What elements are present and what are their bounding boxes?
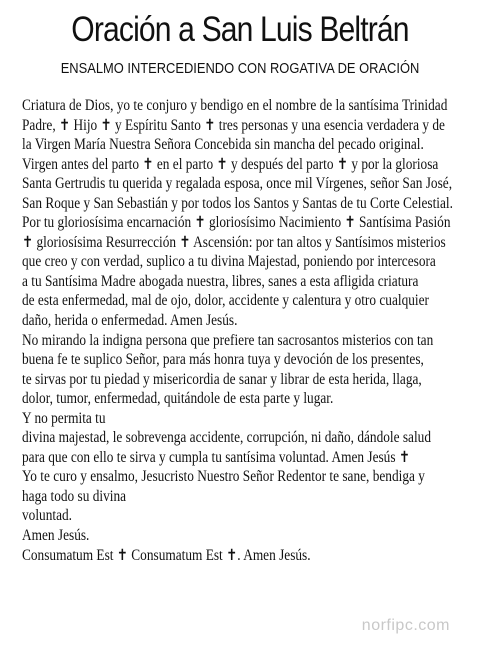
prayer-line: de esta enfermedad, mal de ojo, dolor, accidente y calentura y otro cualquier <box>22 292 429 310</box>
prayer-line: Yo te curo y ensalmo, Jesucristo Nuestro Señor Redentor te sane, bendiga y <box>22 468 425 486</box>
prayer-line: San Roque y San Sebastián y por todos los Santos y Santas de tu Corte Celestial. <box>22 194 453 212</box>
prayer-line: dolor, tumor, enfermedad, quitándole de esta parte y lugar. <box>22 390 334 408</box>
site-watermark: norfipc.com <box>361 617 450 634</box>
prayer-line: a tu Santísima Madre abogada nuestra, libres, sanes a esta afligida criatura <box>22 272 419 290</box>
prayer-text <box>22 96 480 565</box>
prayer-line: Amen Jesús. <box>22 527 90 545</box>
prayer-line: la Virgen María Nuestra Señora Concebida sin mancha del pecado original. <box>22 136 424 154</box>
prayer-line: Por tu gloriosísima encarnación ✝ gloriosísimo Nacimiento ✝ Santísima Pasión <box>22 214 451 232</box>
prayer-line: daño, herida o enfermedad. Amen Jesús. <box>22 312 238 330</box>
page-subtitle: ENSALMO INTERCEDIENDO CON ROGATIVA DE ORACIÓN <box>60 60 420 77</box>
prayer-line: Virgen antes del parto ✝ en el parto ✝ y después del parto ✝ y por la gloriosa <box>22 155 439 173</box>
prayer-line: que creo y con verdad, suplico a tu divina Majestad, poniendo por intercesora <box>22 253 436 271</box>
prayer-line: divina majestad, le sobrevenga accidente, corrupción, ni daño, dándole salud <box>22 429 432 447</box>
prayer-line: ✝ gloriosísima Resurrección ✝ Ascensión: por tan altos y Santísimos misterios <box>22 233 446 251</box>
prayer-line: No mirando la indigna persona que prefiere tan sacrosantos misterios con tan <box>22 331 434 349</box>
prayer-line: para que con ello te sirva y cumpla tu santísima voluntad. Amen Jesús ✝ <box>22 448 411 466</box>
prayer-line: Consumatum Est ✝ Consumatum Est ✝. Amen Jesús. <box>22 546 311 564</box>
prayer-line: Padre, ✝ Hijo ✝ y Espíritu Santo ✝ tres personas y una esencia verdadera y de <box>22 116 445 134</box>
prayer-line: te sirvas por tu piedad y misericordia de sanar y librar de esta herida, llaga, <box>22 370 422 388</box>
prayer-line: voluntad. <box>22 507 72 525</box>
prayer-line: haga todo su divina <box>22 487 127 505</box>
prayer-line: Y no permita tu <box>22 409 106 427</box>
page-title: Oración a San Luis Beltrán <box>71 10 409 49</box>
prayer-line: Santa Gertrudis tu querida y regalada esposa, once mil Vírgenes, señor San José, <box>22 175 453 193</box>
prayer-line: buena fe te suplico Señor, para más honra tuya y devoción de los presentes, <box>22 351 424 369</box>
prayer-line: Criatura de Dios, yo te conjuro y bendigo en el nombre de la santísima Trinidad <box>22 97 448 114</box>
